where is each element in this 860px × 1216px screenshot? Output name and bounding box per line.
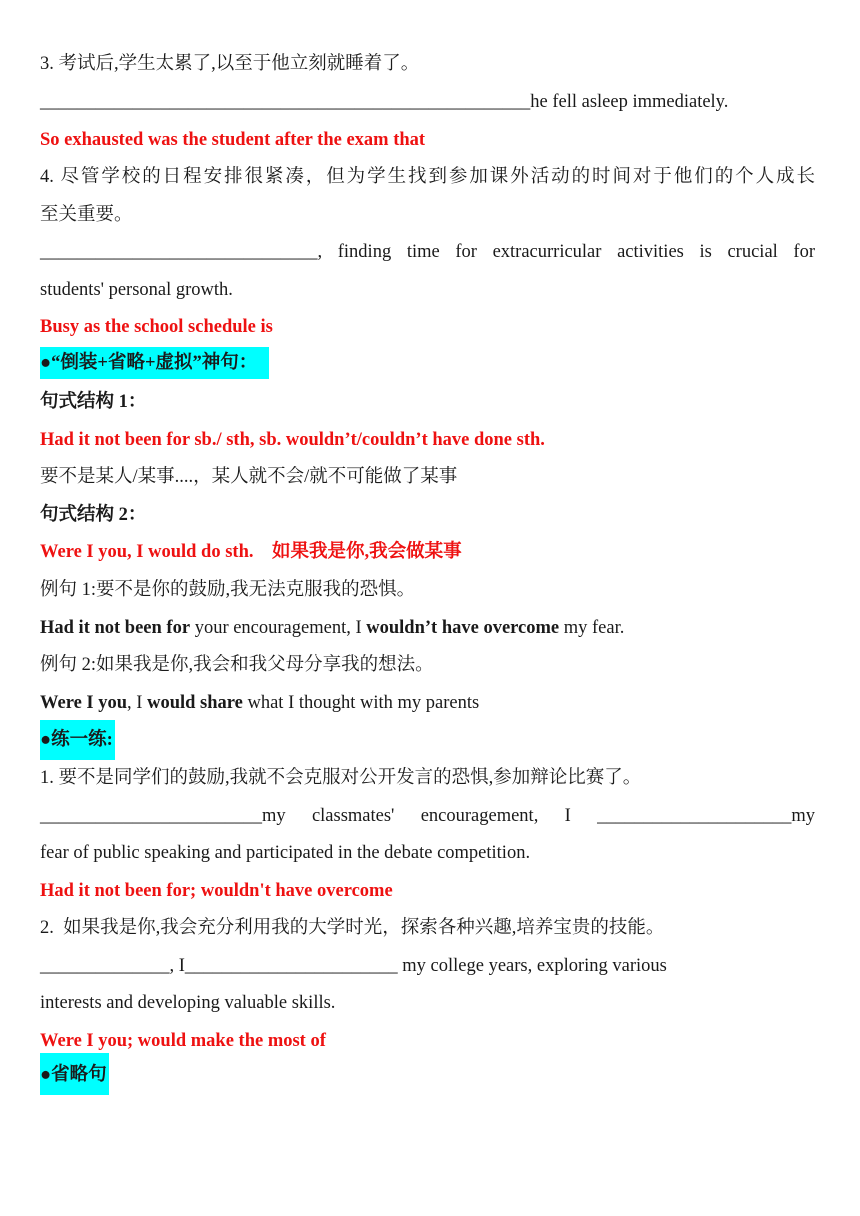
practice-1-line2: fear of public speaking and participated in the debate competition. [40, 843, 531, 863]
example-2-chinese: 例句 2:如果我是你,我会和我父母分享我的想法。 [40, 655, 434, 675]
question-4-blank[interactable]: ______________________________ [40, 242, 318, 262]
question-3-blank[interactable]: _____________________________________________________ [40, 92, 531, 112]
question-4-prompt-line1: 4. 尽管学校的日程安排很紧凑，但为学生找到参加课外活动的时间对于他们的个人成长 [40, 167, 815, 187]
question-3-answer: So exhausted was the student after the exam that [40, 130, 426, 150]
example-2-bold-1: Were I you [40, 693, 128, 713]
practice-2-line2: interests and developing valuable skills. [40, 993, 336, 1013]
section-heading-ellipsis [40, 1053, 815, 1095]
example-1-english [40, 616, 815, 640]
example-1-bold-1: Had it not been for [40, 618, 191, 638]
practice-heading [40, 720, 815, 760]
question-4-answer: Busy as the school schedule is [40, 317, 273, 337]
practice-1-answer: Had it not been for; wouldn't have overcome [40, 881, 393, 901]
section-heading-ellipsis-label: ●省略句 [40, 1053, 109, 1095]
practice-2-answer: Were I you; would make the most of [40, 1031, 326, 1051]
structure-2-label: 句式结构 2： [40, 505, 147, 525]
practice-1-prompt: 1. 要不是同学们的鼓励,我就不会克服对公开发言的恐惧,参加辩论比赛了。 [40, 768, 642, 788]
question-3-sentence [40, 90, 815, 114]
practice-1-end: my [791, 806, 815, 826]
structure-1-label: 句式结构 1： [40, 392, 147, 412]
question-4-sentence-line2: students' personal growth. [40, 280, 233, 300]
example-2-text-1: , I [127, 693, 148, 713]
question-4-prompt-line2: 至关重要。 [40, 205, 133, 225]
question-4-sentence [40, 240, 815, 264]
practice-2-mid: , I [169, 956, 185, 976]
example-2-text-2: what I thought with my parents [242, 693, 480, 713]
practice-1-mid: my classmates' encouragement, I [262, 806, 598, 826]
practice-2-sentence [40, 954, 815, 978]
practice-1-sentence [40, 804, 815, 828]
example-1-text-2: my fear. [559, 618, 625, 638]
example-1-bold-2: wouldn’t have overcome [366, 618, 560, 638]
practice-2-prompt: 2. 如果我是你,我会充分利用我的大学时光，探索各种兴趣,培养宝贵的技能。 [40, 918, 665, 938]
practice-1-blank-1[interactable]: ________________________ [40, 806, 262, 826]
structure-2-pattern: Were I you, I would do sth. 如果我是你,我会做某事 [40, 542, 462, 562]
example-2-bold-2: would share [147, 693, 243, 713]
section-heading-inversion [40, 347, 815, 379]
structure-1-translation: 要不是某人/某事....，某人就不会/就不可能做了某事 [40, 467, 458, 487]
practice-2-blank-2[interactable]: _______________________ [184, 956, 398, 976]
example-2-english [40, 691, 815, 715]
practice-1-blank-2[interactable]: _____________________ [597, 806, 792, 826]
example-1-chinese: 例句 1:要不是你的鼓励,我无法克服我的恐惧。 [40, 580, 416, 600]
practice-2-blank-1[interactable]: ______________ [40, 956, 170, 976]
section-heading-inversion-label: ●“倒装+省略+虚拟”神句： [40, 347, 269, 379]
question-3-tail: he fell asleep immediately. [530, 92, 729, 112]
structure-1-pattern: Had it not been for sb./ sth, sb. wouldn’t/couldn’t have done sth. [40, 430, 545, 450]
example-1-text-1: your encouragement, I [190, 618, 367, 638]
question-4-tail: , finding time for extracurricular activities is crucial for [317, 242, 815, 262]
practice-heading-label: ●练一练: [40, 720, 115, 760]
question-3-prompt: 3. 考试后,学生太累了,以至于他立刻就睡着了。 [40, 54, 420, 74]
practice-2-end: my college years, exploring various [397, 956, 667, 976]
